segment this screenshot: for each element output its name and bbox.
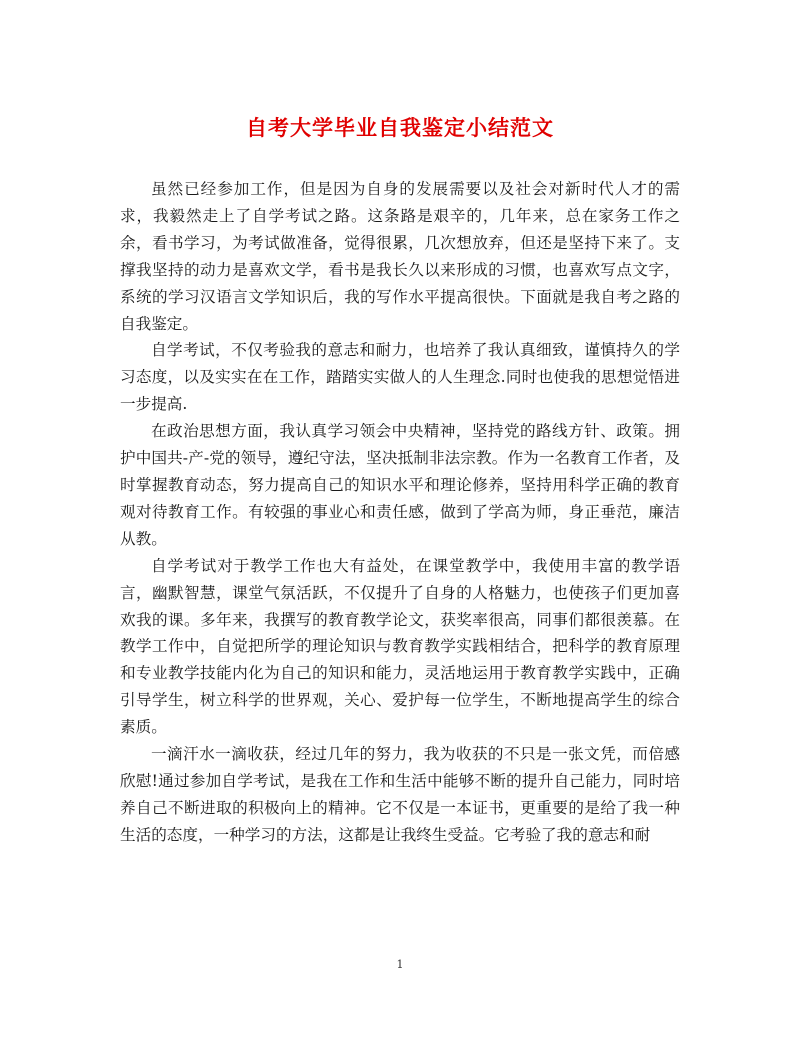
paragraph-4: 自学考试对于教学工作也大有益处，在课堂教学中，我使用丰富的教学语言，幽默智慧，课堂气氛活跃，不仅提升了自身的人格魅力，也使孩子们更加喜欢我的课。多年来，我撰写的教育教学论文，获奖率很高，同事们都很羡慕。在教学工作中，自觉把所学的理论知识与教育教学实践相结合，把科学的教育原理和专业教学技能内化为自己的知识和能力，灵活地运用于教育教学实践中，正确引导学生，树立科学的世界观，关心、爱护每一位学生，不断地提高学生的综合素质。 [120,556,680,737]
document-body [120,176,680,849]
paragraph-1: 虽然已经参加工作，但是因为自身的发展需要以及社会对新时代人才的需求，我毅然走上了自学考试之路。这条路是艰辛的，几年来，总在家务工作之余，看书学习，为考试做准备，觉得很累，几次想放弃，但还是坚持下来了。支撑我坚持的动力是喜欢文学，看书是我长久以来形成的习惯，也喜欢写点文字，系统的学习汉语言文学知识后，我的写作水平提高很快。下面就是我自考之路的自我鉴定。 [120,180,680,333]
paragraph-2: 自学考试，不仅考验我的意志和耐力，也培养了我认真细致，谨慎持久的学习态度，以及实实在在工作，踏踏实实做人的人生理念.同时也使我的思想觉悟进一步提高. [120,341,680,414]
paragraph-3: 在政治思想方面，我认真学习领会中央精神，坚持党的路线方针、政策。拥护中国共-产-党的领导，遵纪守法，坚决抵制非法宗教。作为一名教育工作者，及时掌握教育动态，努力提高自己的知识水平和理论修养，坚持用科学正确的教育观对待教育工作。有较强的事业心和责任感，做到了学高为师，身正垂范，廉洁从教。 [120,422,680,548]
page-number: 1 [396,958,404,971]
document-title: 自考大学毕业自我鉴定小结范文 [246,116,554,140]
paragraph-5: 一滴汗水一滴收获，经过几年的努力，我为收获的不只是一张文凭，而倍感欣慰!通过参加自学考试，是我在工作和生活中能够不断的提升自己能力，同时培养自己不断进取的积极向上的精神。它不仅是一本证书，更重要的是给了我一种生活的态度，一种学习的方法，这都是让我终生受益。它考验了我的意志和耐 [120,745,680,844]
